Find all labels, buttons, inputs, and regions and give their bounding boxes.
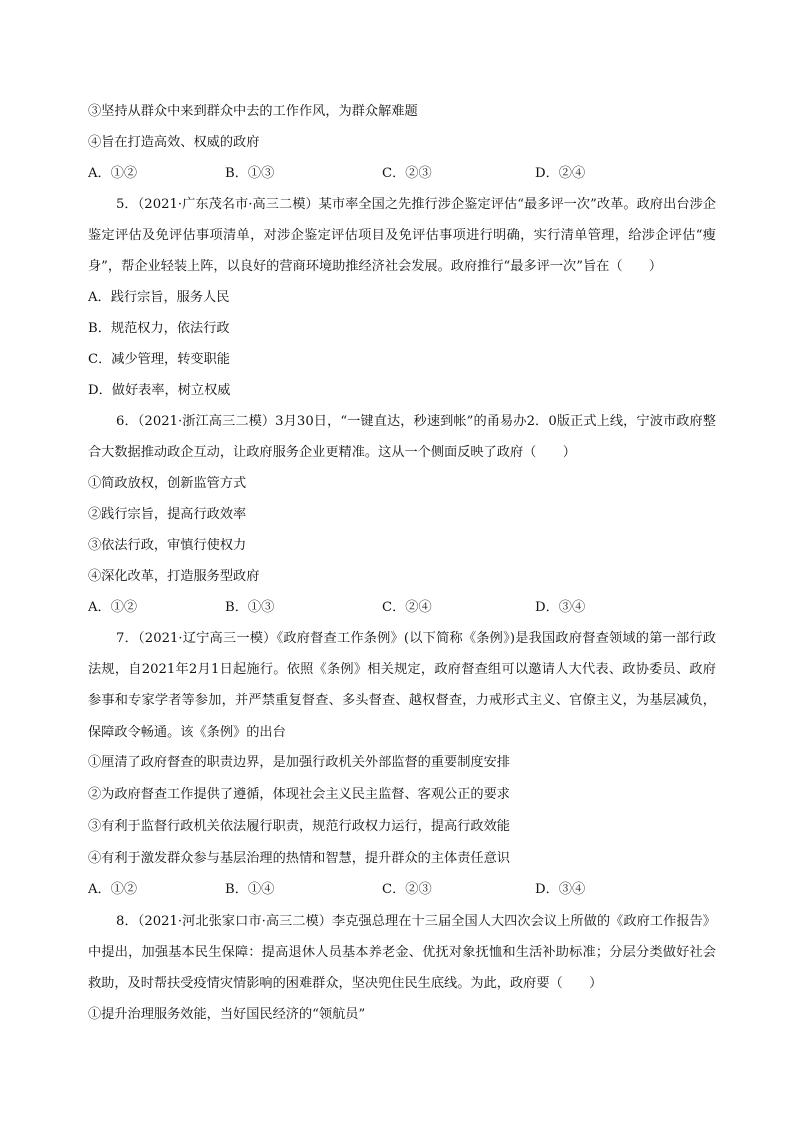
q5-stem: 5．（2021·广东茂名市·高三二模）某市率全国之先推行涉企鉴定评估“最多评一次”改革。政府出台涉企鉴定评估及免评估事项清单，对涉企鉴定评估项目及免评估事项进行明确，实行清单管理，给涉企评估“瘦身”，帮企业轻装上阵，以良好的营商环境助推经济社会发展。政府推行“最多评一次”旨在（ ） [88,197,716,275]
q6-item-3: ③依法行政，审慎行使权力 [88,538,247,553]
q6-answer-a: A．①② [88,600,138,615]
q5-option-b: B．规范权力，依法行政 [88,321,230,336]
q6-item-1: ①简政放权，创新监管方式 [88,476,247,491]
q8-stem: 8．（2021·河北张家口市·高三二模）李克强总理在十三届全国人大四次会议上所做的《政府工作报告》中提出，加强基本民生保障：提高退休人员基本养老金、优抚对象抚恤和生活补助标准；分层分类做好社会救助，及时帮扶受疫情灾情影响的困难群众，坚决兜住民生底线。为此，政府要（ ） [88,914,716,992]
q7-answer-c: C．②③ [382,882,432,897]
q4-answer-d: D．②④ [535,166,586,181]
q6-answer-c: C．②④ [382,600,432,615]
q6-stem: 6．（2021·浙江高三二模）3月30日，“一键直达，秒速到帐”的甬易办2．0版正式上线，宁波市政府整合大数据推动政企互动，让政府服务企业更精准。这从一个侧面反映了政府（ ） [88,414,716,461]
q4-answer-a: A．①② [88,166,138,181]
q4-answer-c: C．②③ [382,166,432,181]
q5-option-c: C．减少管理，转变职能 [88,352,230,367]
q7-answer-a: A．①② [88,882,138,897]
q4-answer-b: B．①③ [225,166,275,181]
q7-answer-d: D．③④ [535,882,586,897]
q6-item-2: ②践行宗旨，提高行政效率 [88,507,247,522]
q7-stem: 7．（2021·辽宁高三一模）《政府督查工作条例》(以下简称《条例》)是我国政府督查领域的第一部行政法规，自2021年2月1日起施行。依照《条例》相关规定，政府督查组可以邀请人大代表、政协委员、政府参事和专家学者等参加，并严禁重复督查、多头督查、越权督查，力戒形式主义、官僚主义，为基层减负，保障政令畅通。该《条例》的出台 [88,631,716,740]
q6-answer-b: B．①③ [225,600,275,615]
q4-item-3: ③坚持从群众中来到群众中去的工作作风，为群众解难题 [88,104,418,119]
q4-item-4: ④旨在打造高效、权威的政府 [88,135,260,150]
q5-option-d: D．做好表率，树立权威 [88,383,231,398]
q7-item-2: ②为政府督查工作提供了遵循，体现社会主义民主监督、客观公正的要求 [88,787,510,802]
q7-answer-b: B．①④ [225,882,275,897]
q7-item-4: ④有利于激发群众参与基层治理的热情和智慧，提升群众的主体责任意识 [88,851,510,866]
q8-item-1: ①提升治理服务效能，当好国民经济的“领航员” [88,1007,366,1022]
q7-item-1: ①厘清了政府督查的职责边界，是加强行政机关外部监督的重要制度安排 [88,755,510,770]
q7-item-3: ③有利于监督行政机关依法履行职责，规范行政权力运行，提高行政效能 [88,819,510,834]
q6-item-4: ④深化改革，打造服务型政府 [88,569,260,584]
q5-option-a: A．践行宗旨，服务人民 [88,290,230,305]
q6-answer-d: D．③④ [535,600,586,615]
